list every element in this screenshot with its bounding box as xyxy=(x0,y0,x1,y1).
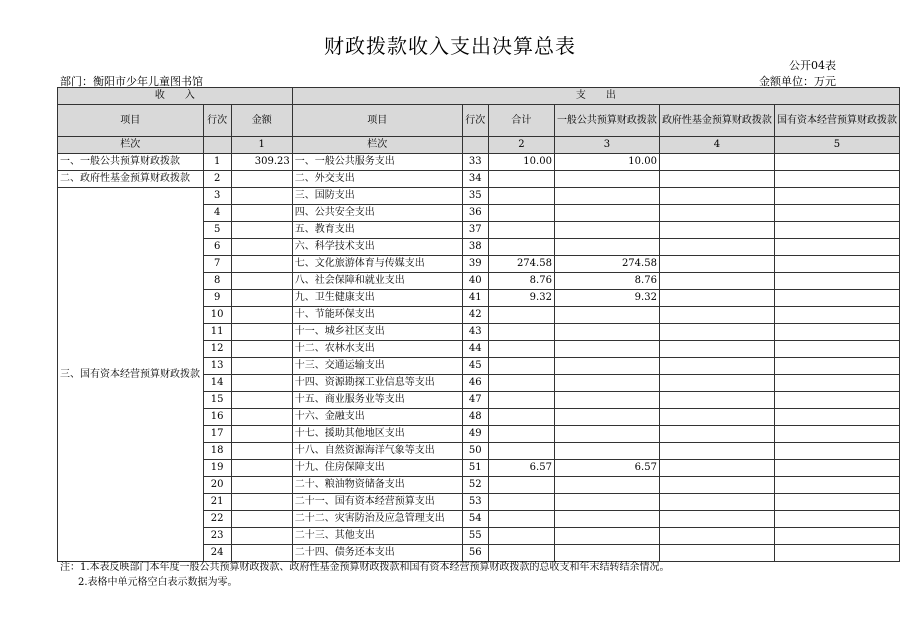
ex-row-no-cell: 38 xyxy=(462,239,488,256)
ex-gov-fund-cell xyxy=(659,426,774,443)
in-item-cell: 一、一般公共预算财政拨款 xyxy=(58,154,204,171)
ex-state-capital-cell xyxy=(774,443,899,460)
in-amount-cell xyxy=(231,460,292,477)
ex-gov-fund-cell xyxy=(659,154,774,171)
ex-total-cell xyxy=(488,222,554,239)
ex-total-cell xyxy=(488,188,554,205)
ex-item-cell: 六、科学技术支出 xyxy=(292,239,462,256)
in-amount-cell xyxy=(231,273,292,290)
in-row-no-cell: 4 xyxy=(203,205,231,222)
in-row-no-cell: 20 xyxy=(203,477,231,494)
ex-total-cell xyxy=(488,358,554,375)
budget-table xyxy=(57,87,900,562)
ex-state-capital-cell xyxy=(774,392,899,409)
in-row-no-cell: 10 xyxy=(203,307,231,324)
ex-item-cell: 二、外交支出 xyxy=(292,171,462,188)
ex-total-cell xyxy=(488,409,554,426)
in-row-no-cell: 16 xyxy=(203,409,231,426)
page-title: 财政拨款收入支出决算总表 xyxy=(324,34,576,58)
ex-row-no-cell: 33 xyxy=(462,154,488,171)
ex-row-no-cell: 36 xyxy=(462,205,488,222)
in-row-no-cell: 21 xyxy=(203,494,231,511)
ex-state-capital-cell xyxy=(774,409,899,426)
in-amount-cell xyxy=(231,358,292,375)
ex-row-no-cell: 54 xyxy=(462,511,488,528)
ex-gen-budget-cell xyxy=(554,375,659,392)
ex-gov-fund-cell xyxy=(659,341,774,358)
ex-item-cell: 十八、自然资源海洋气象等支出 xyxy=(292,443,462,460)
ex-state-capital-cell xyxy=(774,273,899,290)
ex-item-cell: 三、国防支出 xyxy=(292,188,462,205)
ex-gov-fund-cell xyxy=(659,239,774,256)
col-label: 栏次 xyxy=(58,137,204,154)
ex-gen-budget-cell xyxy=(554,392,659,409)
ex-gen-budget-cell xyxy=(554,511,659,528)
in-row-no-cell: 15 xyxy=(203,392,231,409)
ex-item-cell: 十、节能环保支出 xyxy=(292,307,462,324)
col-num-3: 3 xyxy=(554,137,659,154)
ex-gov-fund-cell xyxy=(659,392,774,409)
unit-label: 金额单位：万元 xyxy=(759,75,836,88)
ex-item-cell: 五、教育支出 xyxy=(292,222,462,239)
ex-state-capital-cell xyxy=(774,290,899,307)
table-row xyxy=(58,188,900,205)
ex-total-cell xyxy=(488,239,554,256)
ex-row-no-cell: 55 xyxy=(462,528,488,545)
in-row-no-cell: 1 xyxy=(203,154,231,171)
ex-row-no-cell: 40 xyxy=(462,273,488,290)
in-row-no-cell: 18 xyxy=(203,443,231,460)
ex-gen-budget-cell xyxy=(554,188,659,205)
ex-state-capital-cell xyxy=(774,460,899,477)
ex-total-cell: 274.58 xyxy=(488,256,554,273)
ex-gen-budget-cell xyxy=(554,239,659,256)
ex-item-cell: 十六、金融支出 xyxy=(292,409,462,426)
ex-total-cell xyxy=(488,494,554,511)
table-row xyxy=(58,154,900,171)
in-amount-cell xyxy=(231,171,292,188)
in-amount-cell xyxy=(231,222,292,239)
ex-total-cell xyxy=(488,341,554,358)
in-amount-cell xyxy=(231,307,292,324)
table-row xyxy=(58,171,900,188)
ex-row-no-cell: 41 xyxy=(462,290,488,307)
ex-gen-budget-cell xyxy=(554,205,659,222)
ex-item-cell: 十七、援助其他地区支出 xyxy=(292,426,462,443)
ex-item-cell: 二十四、债务还本支出 xyxy=(292,545,462,562)
in-amount-cell xyxy=(231,528,292,545)
ex-gen-budget-cell xyxy=(554,171,659,188)
ex-state-capital-cell xyxy=(774,426,899,443)
ex-state-capital-cell xyxy=(774,494,899,511)
in-row-no-cell: 7 xyxy=(203,256,231,273)
in-amount-cell xyxy=(231,256,292,273)
ex-item-cell: 七、文化旅游体育与传媒支出 xyxy=(292,256,462,273)
in-amount-cell xyxy=(231,426,292,443)
ex-total-cell: 6.57 xyxy=(488,460,554,477)
footnote-2: 2.表格中单元格空白表示数据为零。 xyxy=(78,577,238,588)
ex-gov-fund-cell xyxy=(659,375,774,392)
in-amount-cell xyxy=(231,205,292,222)
ex-row-no-cell: 45 xyxy=(462,358,488,375)
ex-gen-budget-cell xyxy=(554,222,659,239)
ex-total-cell xyxy=(488,205,554,222)
ex-total-cell: 10.00 xyxy=(488,154,554,171)
ex-row-no-cell: 34 xyxy=(462,171,488,188)
in-row-no-cell: 2 xyxy=(203,171,231,188)
col-head-state-capital: 国有资本经营预算财政拨款 xyxy=(774,105,899,137)
ex-gov-fund-cell xyxy=(659,477,774,494)
col-head-gen-budget: 一般公共预算财政拨款 xyxy=(554,105,659,137)
ex-gen-budget-cell: 8.76 xyxy=(554,273,659,290)
ex-gen-budget-cell xyxy=(554,494,659,511)
ex-item-cell: 二十一、国有资本经营预算支出 xyxy=(292,494,462,511)
ex-total-cell xyxy=(488,528,554,545)
ex-state-capital-cell xyxy=(774,375,899,392)
ex-state-capital-cell xyxy=(774,341,899,358)
ex-state-capital-cell xyxy=(774,222,899,239)
ex-item-cell: 十二、农林水支出 xyxy=(292,341,462,358)
ex-gov-fund-cell xyxy=(659,307,774,324)
in-amount-cell xyxy=(231,443,292,460)
ex-total-cell xyxy=(488,545,554,562)
ex-gov-fund-cell xyxy=(659,171,774,188)
ex-gen-budget-cell: 6.57 xyxy=(554,460,659,477)
in-row-no-cell: 17 xyxy=(203,426,231,443)
ex-state-capital-cell xyxy=(774,324,899,341)
in-amount-cell xyxy=(231,392,292,409)
col-head-exp-item: 项目 xyxy=(292,105,462,137)
income-header: 收 入 xyxy=(58,88,293,105)
ex-item-cell: 四、公共安全支出 xyxy=(292,205,462,222)
in-amount-cell xyxy=(231,494,292,511)
ex-gov-fund-cell xyxy=(659,358,774,375)
ex-gov-fund-cell xyxy=(659,256,774,273)
ex-gov-fund-cell xyxy=(659,528,774,545)
in-row-no-cell: 8 xyxy=(203,273,231,290)
ex-gov-fund-cell xyxy=(659,273,774,290)
in-row-no-cell: 19 xyxy=(203,460,231,477)
in-amount-cell xyxy=(231,511,292,528)
ex-total-cell xyxy=(488,392,554,409)
ex-row-no-cell: 56 xyxy=(462,545,488,562)
ex-gen-budget-cell xyxy=(554,528,659,545)
ex-item-cell: 八、社会保障和就业支出 xyxy=(292,273,462,290)
ex-state-capital-cell xyxy=(774,205,899,222)
ex-total-cell: 9.32 xyxy=(488,290,554,307)
ex-row-no-cell: 47 xyxy=(462,392,488,409)
ex-total-cell xyxy=(488,426,554,443)
col-head-amount: 金额 xyxy=(231,105,292,137)
ex-item-cell: 九、卫生健康支出 xyxy=(292,290,462,307)
col-num-5: 5 xyxy=(774,137,899,154)
in-row-no-cell: 24 xyxy=(203,545,231,562)
ex-row-no-cell: 52 xyxy=(462,477,488,494)
col-head-item: 项目 xyxy=(58,105,204,137)
ex-state-capital-cell xyxy=(774,171,899,188)
in-row-no-cell: 13 xyxy=(203,358,231,375)
ex-item-cell: 二十、粮油物资储备支出 xyxy=(292,477,462,494)
ex-row-no-cell: 39 xyxy=(462,256,488,273)
ex-state-capital-cell xyxy=(774,188,899,205)
in-amount-cell xyxy=(231,341,292,358)
department-label: 部门：衡阳市少年儿童图书馆 xyxy=(60,75,203,88)
ex-row-no-cell: 49 xyxy=(462,426,488,443)
in-row-no-cell: 6 xyxy=(203,239,231,256)
ex-item-cell: 十四、资源勘探工业信息等支出 xyxy=(292,375,462,392)
ex-state-capital-cell xyxy=(774,545,899,562)
ex-total-cell xyxy=(488,375,554,392)
ex-total-cell xyxy=(488,511,554,528)
ex-gen-budget-cell: 274.58 xyxy=(554,256,659,273)
in-row-no-cell: 5 xyxy=(203,222,231,239)
ex-gen-budget-cell xyxy=(554,443,659,460)
ex-row-no-cell: 37 xyxy=(462,222,488,239)
col-head-total: 合计 xyxy=(488,105,554,137)
ex-row-no-cell: 53 xyxy=(462,494,488,511)
ex-state-capital-cell xyxy=(774,511,899,528)
ex-row-no-cell: 48 xyxy=(462,409,488,426)
footnote-1: 注：1.本表反映部门本年度一般公共预算财政拨款、政府性基金预算财政拨款和国有资本经营预算财政拨款的总收支和年末结转结余情况。 xyxy=(60,562,670,573)
expense-header: 支 出 xyxy=(292,88,899,105)
ex-gen-budget-cell xyxy=(554,409,659,426)
in-amount-cell xyxy=(231,188,292,205)
ex-item-cell: 二十二、灾害防治及应急管理支出 xyxy=(292,511,462,528)
ex-state-capital-cell xyxy=(774,307,899,324)
ex-gov-fund-cell xyxy=(659,409,774,426)
ex-total-cell: 8.76 xyxy=(488,273,554,290)
ex-row-no-cell: 50 xyxy=(462,443,488,460)
ex-total-cell xyxy=(488,171,554,188)
ex-row-no-cell: 35 xyxy=(462,188,488,205)
col-head-rowno: 行次 xyxy=(203,105,231,137)
ex-total-cell xyxy=(488,324,554,341)
col-num-4: 4 xyxy=(659,137,774,154)
ex-item-cell: 一、一般公共服务支出 xyxy=(292,154,462,171)
ex-gen-budget-cell xyxy=(554,426,659,443)
in-item-cell: 三、国有资本经营预算财政拨款 xyxy=(58,188,204,562)
ex-gov-fund-cell xyxy=(659,205,774,222)
col-num-1: 1 xyxy=(231,137,292,154)
ex-item-cell: 十九、住房保障支出 xyxy=(292,460,462,477)
ex-row-no-cell: 43 xyxy=(462,324,488,341)
in-row-no-cell: 14 xyxy=(203,375,231,392)
in-amount-cell xyxy=(231,324,292,341)
in-row-no-cell: 3 xyxy=(203,188,231,205)
in-row-no-cell: 22 xyxy=(203,511,231,528)
ex-state-capital-cell xyxy=(774,239,899,256)
ex-gov-fund-cell xyxy=(659,222,774,239)
ex-gov-fund-cell xyxy=(659,290,774,307)
ex-gen-budget-cell xyxy=(554,477,659,494)
col-head-gov-fund: 政府性基金预算财政拨款 xyxy=(659,105,774,137)
ex-gov-fund-cell xyxy=(659,511,774,528)
in-amount-cell xyxy=(231,409,292,426)
ex-gov-fund-cell xyxy=(659,545,774,562)
exp-col-label: 栏次 xyxy=(292,137,462,154)
in-row-no-cell: 23 xyxy=(203,528,231,545)
ex-gov-fund-cell xyxy=(659,494,774,511)
ex-state-capital-cell xyxy=(774,477,899,494)
ex-row-no-cell: 42 xyxy=(462,307,488,324)
ex-gen-budget-cell xyxy=(554,307,659,324)
in-amount-cell xyxy=(231,375,292,392)
ex-row-no-cell: 44 xyxy=(462,341,488,358)
ex-gen-budget-cell xyxy=(554,358,659,375)
in-item-cell: 二、政府性基金预算财政拨款 xyxy=(58,171,204,188)
ex-gen-budget-cell xyxy=(554,341,659,358)
ex-total-cell xyxy=(488,477,554,494)
in-amount-cell xyxy=(231,290,292,307)
ex-gov-fund-cell xyxy=(659,443,774,460)
ex-row-no-cell: 51 xyxy=(462,460,488,477)
ex-gov-fund-cell xyxy=(659,460,774,477)
ex-state-capital-cell xyxy=(774,256,899,273)
ex-state-capital-cell xyxy=(774,154,899,171)
ex-total-cell xyxy=(488,443,554,460)
ex-gen-budget-cell xyxy=(554,324,659,341)
ex-total-cell xyxy=(488,307,554,324)
ex-gen-budget-cell: 10.00 xyxy=(554,154,659,171)
col-head-exp-rowno: 行次 xyxy=(462,105,488,137)
in-row-no-cell: 12 xyxy=(203,341,231,358)
in-amount-cell xyxy=(231,545,292,562)
form-code: 公开04表 xyxy=(789,59,836,72)
in-row-no-cell: 9 xyxy=(203,290,231,307)
in-row-no-cell: 11 xyxy=(203,324,231,341)
ex-item-cell: 十三、交通运输支出 xyxy=(292,358,462,375)
ex-item-cell: 二十三、其他支出 xyxy=(292,528,462,545)
col-num-2: 2 xyxy=(488,137,554,154)
ex-item-cell: 十一、城乡社区支出 xyxy=(292,324,462,341)
ex-row-no-cell: 46 xyxy=(462,375,488,392)
ex-gov-fund-cell xyxy=(659,188,774,205)
in-amount-cell xyxy=(231,239,292,256)
ex-item-cell: 十五、商业服务业等支出 xyxy=(292,392,462,409)
ex-gov-fund-cell xyxy=(659,324,774,341)
footnotes xyxy=(60,560,670,590)
ex-state-capital-cell xyxy=(774,528,899,545)
ex-gen-budget-cell xyxy=(554,545,659,562)
ex-state-capital-cell xyxy=(774,358,899,375)
in-amount-cell xyxy=(231,477,292,494)
ex-gen-budget-cell: 9.32 xyxy=(554,290,659,307)
in-amount-cell: 309.23 xyxy=(231,154,292,171)
